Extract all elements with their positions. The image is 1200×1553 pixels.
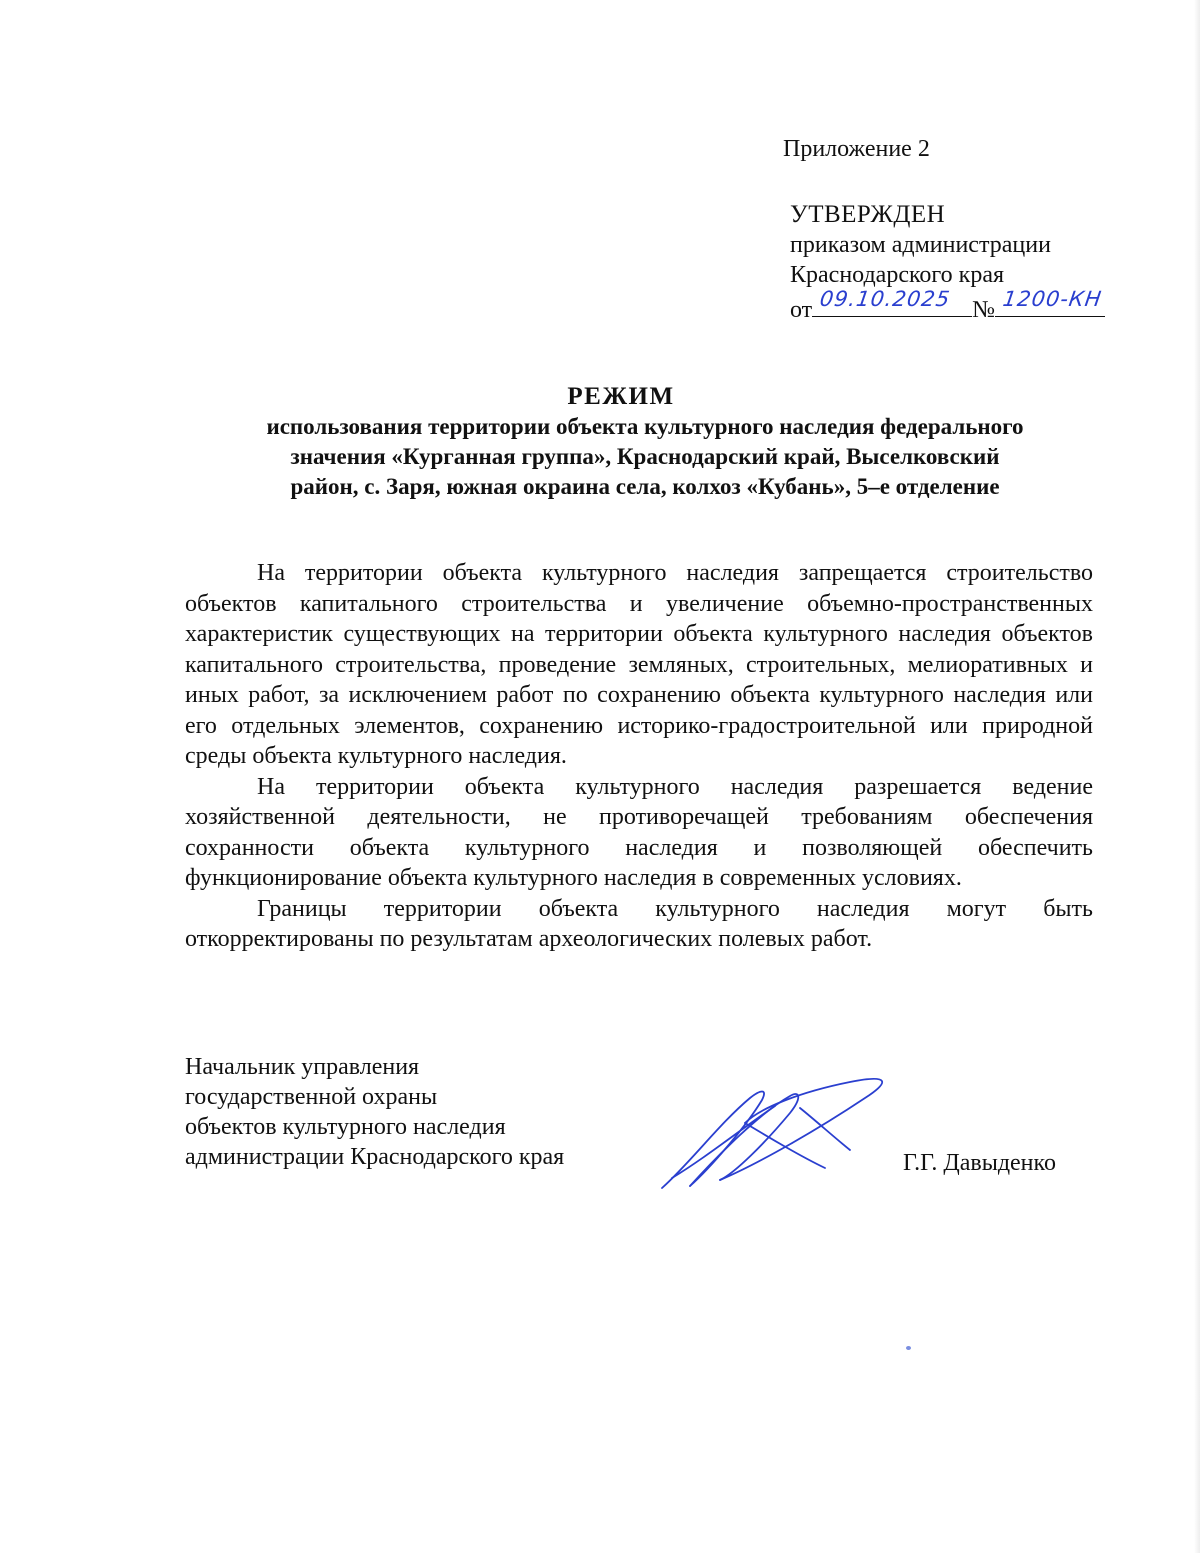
number-field: [995, 287, 1105, 317]
approval-title: УТВЕРЖДЕН: [790, 201, 946, 228]
signer-position-line: государственной охраны: [185, 1084, 438, 1110]
approval-block: [790, 200, 1105, 325]
number-sign: №: [972, 297, 996, 323]
approval-date-row: [790, 287, 1105, 325]
subtitle-line: район, с. Заря, южная окраина села, колхоз «Кубань», 5–е отделение: [290, 474, 1000, 499]
paragraph-boundaries: Границы территории объекта культурного наследия могут быть откорректированы по результатам археологических полевых работ.: [185, 895, 1093, 952]
subtitle-line: использования территории объекта культурного наследия федерального: [266, 414, 1024, 439]
page-edge-shadow: [1194, 0, 1200, 1553]
subtitle-line: значения «Курганная группа», Краснодарский край, Выселковский: [290, 444, 1000, 469]
approval-line-1: приказом администрации: [790, 232, 1051, 258]
handwritten-number: 1200-КН: [1001, 287, 1104, 311]
signer-position-line: администрации Краснодарского края: [185, 1144, 565, 1170]
approval-line-2: Краснодарского края: [790, 262, 1005, 288]
document-title: РЕЖИМ: [567, 383, 675, 410]
handwritten-date: 09.10.2025: [818, 287, 953, 311]
signer-name: Г.Г. Давыденко: [903, 1150, 1056, 1176]
date-prefix: от: [790, 297, 813, 323]
document-body: [185, 558, 1093, 955]
date-field: [812, 287, 972, 317]
paragraph-permissions: На территории объекта культурного наследия разрешается ведение хозяйственной деятельности, не противоречащей требованиям обеспечения сохранности объекта культурного наследия и позволяющей обеспечить функционирование объекта культурного наследия в современных условиях.: [185, 773, 1093, 891]
handwritten-signature: [650, 1068, 900, 1198]
paragraph-prohibitions: На территории объекта культурного наследия запрещается строительство объектов капитального строительства и увеличение объемно-пространственных характеристик существующих на территории объекта культурного наследия объектов капитального строительства, проведение земляных, строительных, мелиоративных и иных работ, за исключением работ по сохранению объекта культурного наследия или его отдельных элементов, сохранению историко-градостроительной или природной среды объекта культурного наследия.: [185, 560, 1093, 769]
signer-position: [185, 1052, 564, 1172]
ink-mark: [906, 1346, 911, 1350]
signer-position-line: объектов культурного наследия: [185, 1114, 506, 1140]
appendix-label: Приложение 2: [783, 136, 930, 162]
signer-position-line: Начальник управления: [185, 1054, 420, 1080]
document-subtitle: [185, 412, 1105, 502]
